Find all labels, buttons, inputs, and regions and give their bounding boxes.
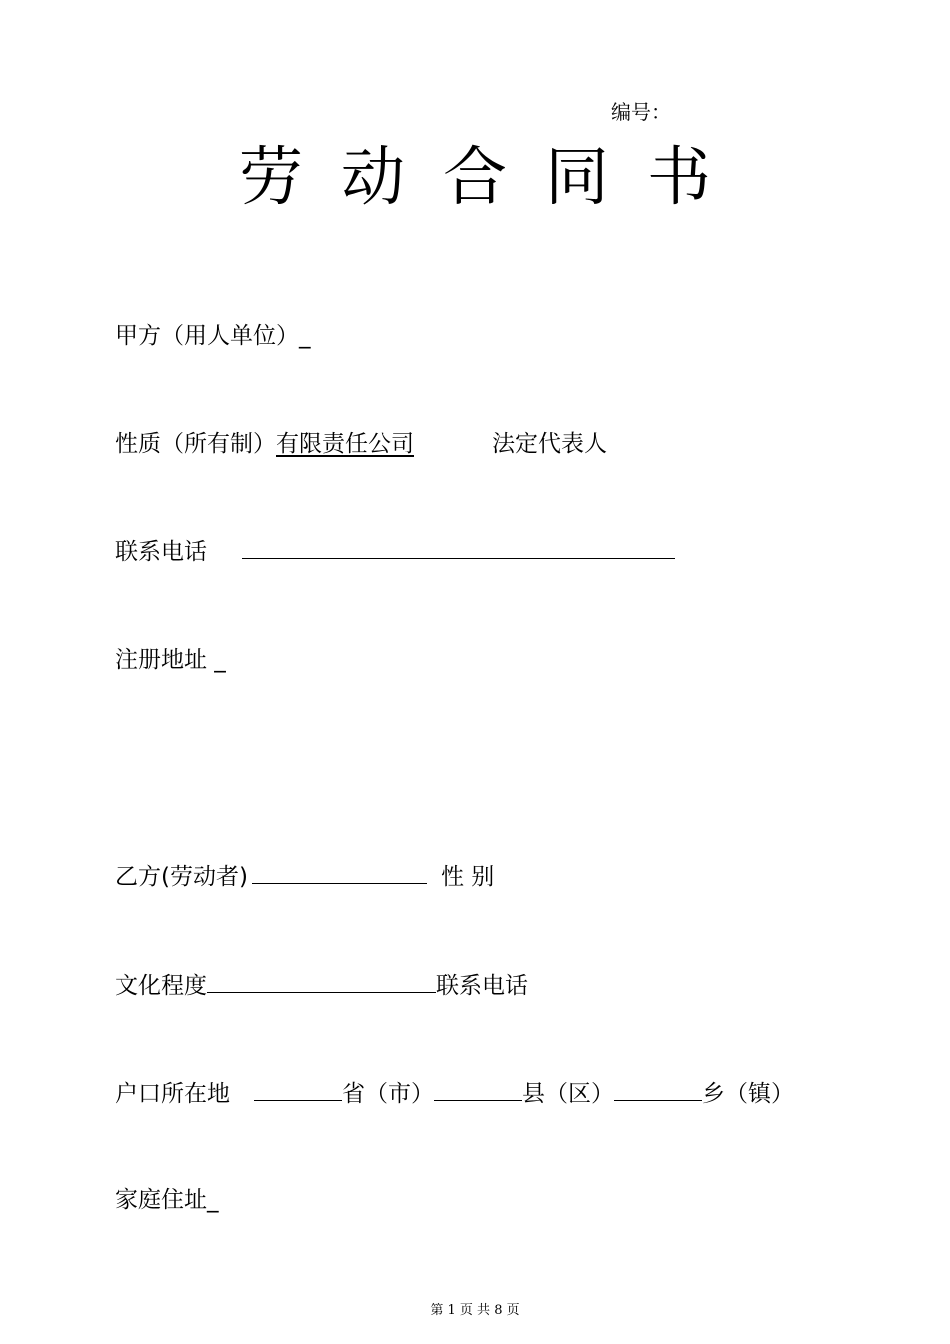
page-footer: 第 1 页 共 8 页	[430, 1303, 520, 1318]
legal-rep-label: 法定代表人	[492, 431, 607, 457]
home-address-row	[115, 1185, 219, 1215]
nature-value[interactable]: 有限责任公司	[276, 431, 414, 457]
hukou-row	[115, 1078, 794, 1109]
home-address-label: 家庭住址_	[115, 1187, 219, 1213]
address-row	[115, 645, 226, 675]
hukou-label: 户口所在地	[115, 1081, 230, 1107]
education-row	[115, 970, 528, 1001]
serial-number-label: 编号：	[611, 100, 671, 124]
worker-name-field[interactable]	[252, 861, 427, 884]
document-title: 劳动合同书	[239, 141, 749, 215]
worker-label: 乙方(劳动者)	[115, 864, 248, 890]
employer-row	[115, 321, 311, 351]
education-label: 文化程度	[115, 973, 207, 999]
province-label: 省（市）	[342, 1081, 434, 1107]
address-label: 注册地址 _	[115, 647, 226, 673]
town-field[interactable]	[614, 1078, 702, 1101]
worker-phone-label: 联系电话	[436, 973, 528, 999]
employer-phone-row	[115, 536, 675, 567]
nature-label: 性质（所有制）	[115, 431, 276, 457]
employer-phone-field[interactable]	[242, 536, 675, 559]
worker-row	[115, 861, 494, 892]
province-field[interactable]	[254, 1078, 342, 1101]
town-label: 乡（镇）	[702, 1081, 794, 1107]
county-label: 县（区）	[522, 1081, 614, 1107]
gender-label: 性 别	[440, 864, 495, 890]
county-field[interactable]	[434, 1078, 522, 1101]
nature-row	[115, 429, 607, 459]
education-field[interactable]	[207, 970, 436, 993]
employer-phone-label: 联系电话	[115, 539, 207, 565]
employer-label: 甲方（用人单位）_	[115, 323, 311, 349]
